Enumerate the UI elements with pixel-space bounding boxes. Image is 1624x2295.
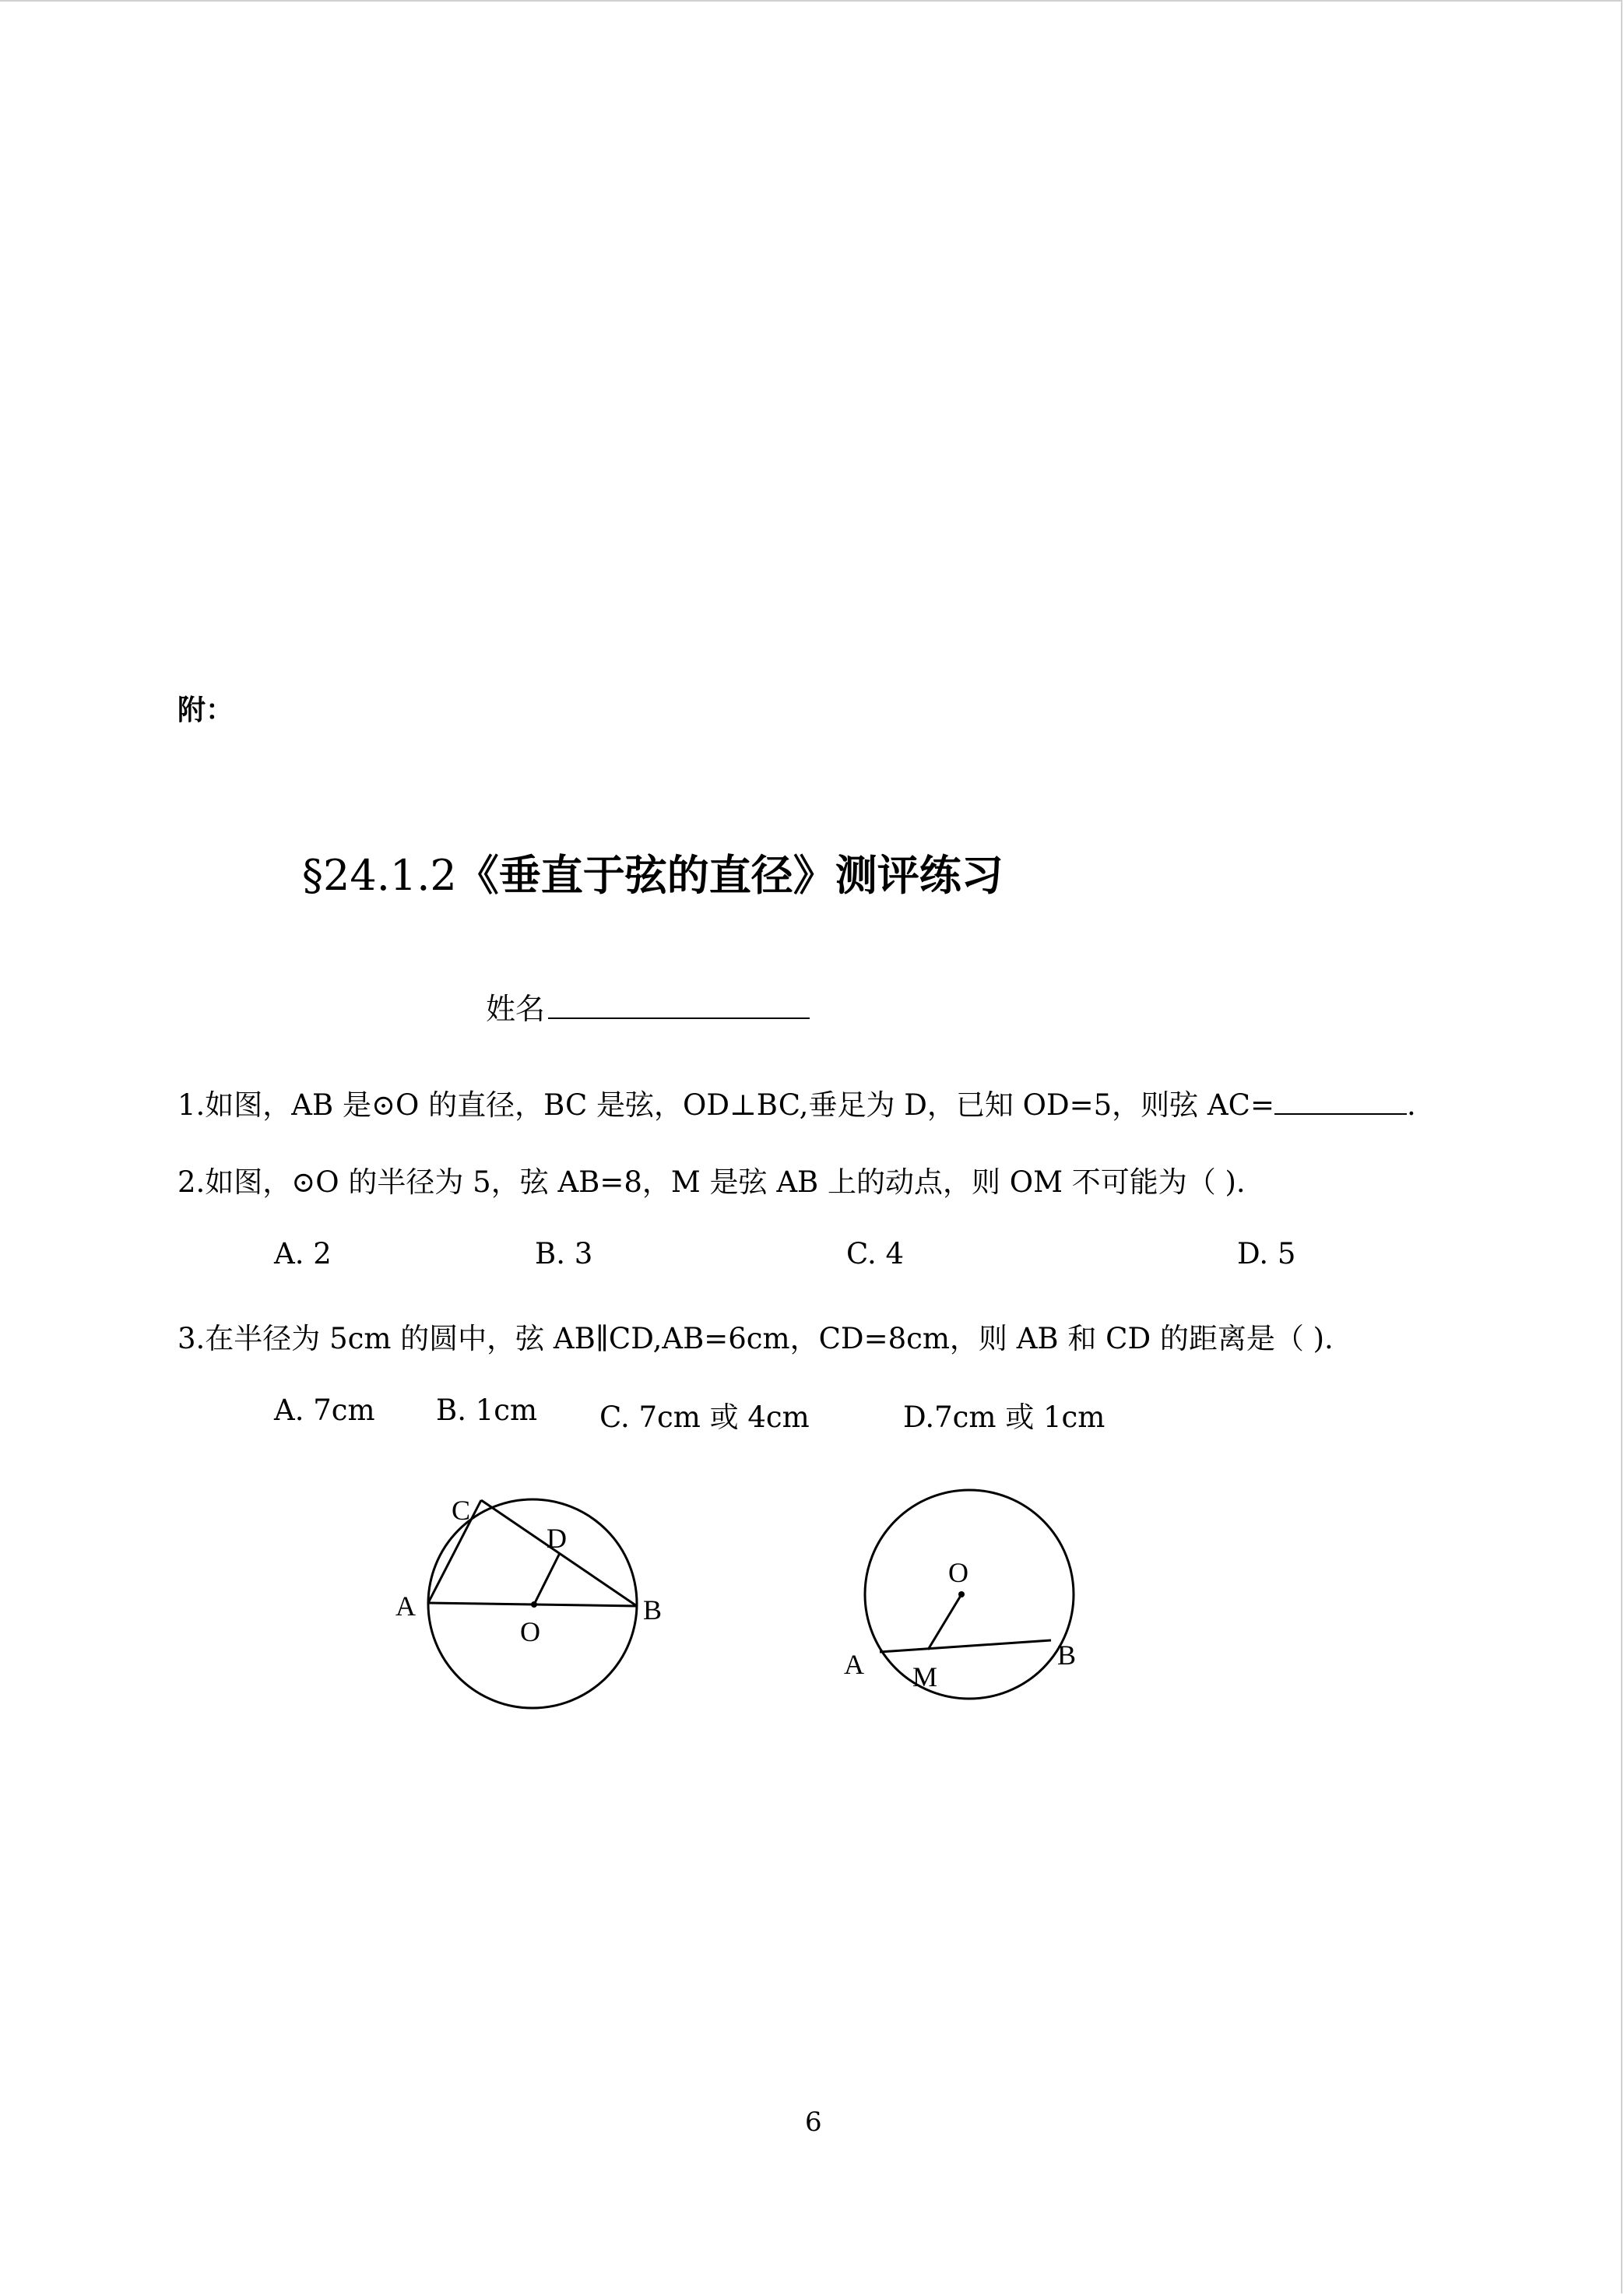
figure-2 [833,1479,1113,1716]
title-text: 《垂直于弦的直径》测评练习 [456,850,1004,900]
question-2-option-d: D. 5 [1237,1237,1296,1271]
question-1-stem: 1.如图，AB 是⊙O 的直径，BC 是弦，OD⊥BC,垂足为 D，已知 OD=5，则弦 AC= [178,1088,1274,1122]
figure-1-center-dot [531,1601,537,1608]
figure-1-label-o: O [520,1616,540,1647]
section-number: §24.1.2 [302,851,457,900]
question-2-option-c: C. 4 [846,1237,905,1271]
figure-2-label-m: M [912,1661,938,1692]
name-blank[interactable] [548,986,810,1019]
question-2-option-b: B. 3 [535,1237,593,1271]
figure-1-label-a: A [395,1590,416,1622]
question-2-option-a: A. 2 [274,1237,332,1271]
question-2-stem: 2.如图，⊙O 的半径为 5，弦 AB=8，M 是弦 AB 上的动点，则 OM 不可能为（ ). [178,1165,1246,1199]
answer-blank-1[interactable] [1274,1085,1407,1115]
figure-1-segment-od [534,1553,560,1604]
page-title [302,842,1004,902]
figure-1-label-b: B [643,1594,663,1625]
name-label: 姓名 [486,992,546,1026]
figure-1-label-d: D [547,1523,567,1554]
appendix-label: 附： [178,694,234,726]
question-3-option-c: C. 7cm 或 4cm [599,1401,810,1434]
figure-1 [389,1487,716,1724]
name-field [486,985,810,1028]
figure-2-label-a: A [844,1649,864,1680]
figure-1-label-c: C [452,1495,471,1526]
question-1 [178,1081,1416,1123]
question-3-option-a: A. 7cm [274,1394,375,1427]
figure-2-svg [833,1479,1113,1713]
figure-2-circle [865,1490,1077,1699]
question-3-option-d: D.7cm 或 1cm [903,1401,1106,1434]
figure-2-label-o: O [948,1557,968,1588]
figure-2-label-b: B [1057,1640,1077,1671]
figure-2-center-dot [958,1591,965,1597]
question-3-option-b: B. 1cm [436,1394,538,1427]
page-number: 6 [805,2107,822,2138]
question-1-end: . [1406,1088,1416,1122]
figure-1-svg [389,1487,716,1720]
question-3-stem: 3.在半径为 5cm 的圆中，弦 AB∥CD,AB=6cm，CD=8cm，则 AB 和 CD 的距离是（ ). [178,1322,1334,1355]
figure-2-chord-ab [880,1640,1051,1652]
figure-2-segment-om [928,1594,961,1650]
